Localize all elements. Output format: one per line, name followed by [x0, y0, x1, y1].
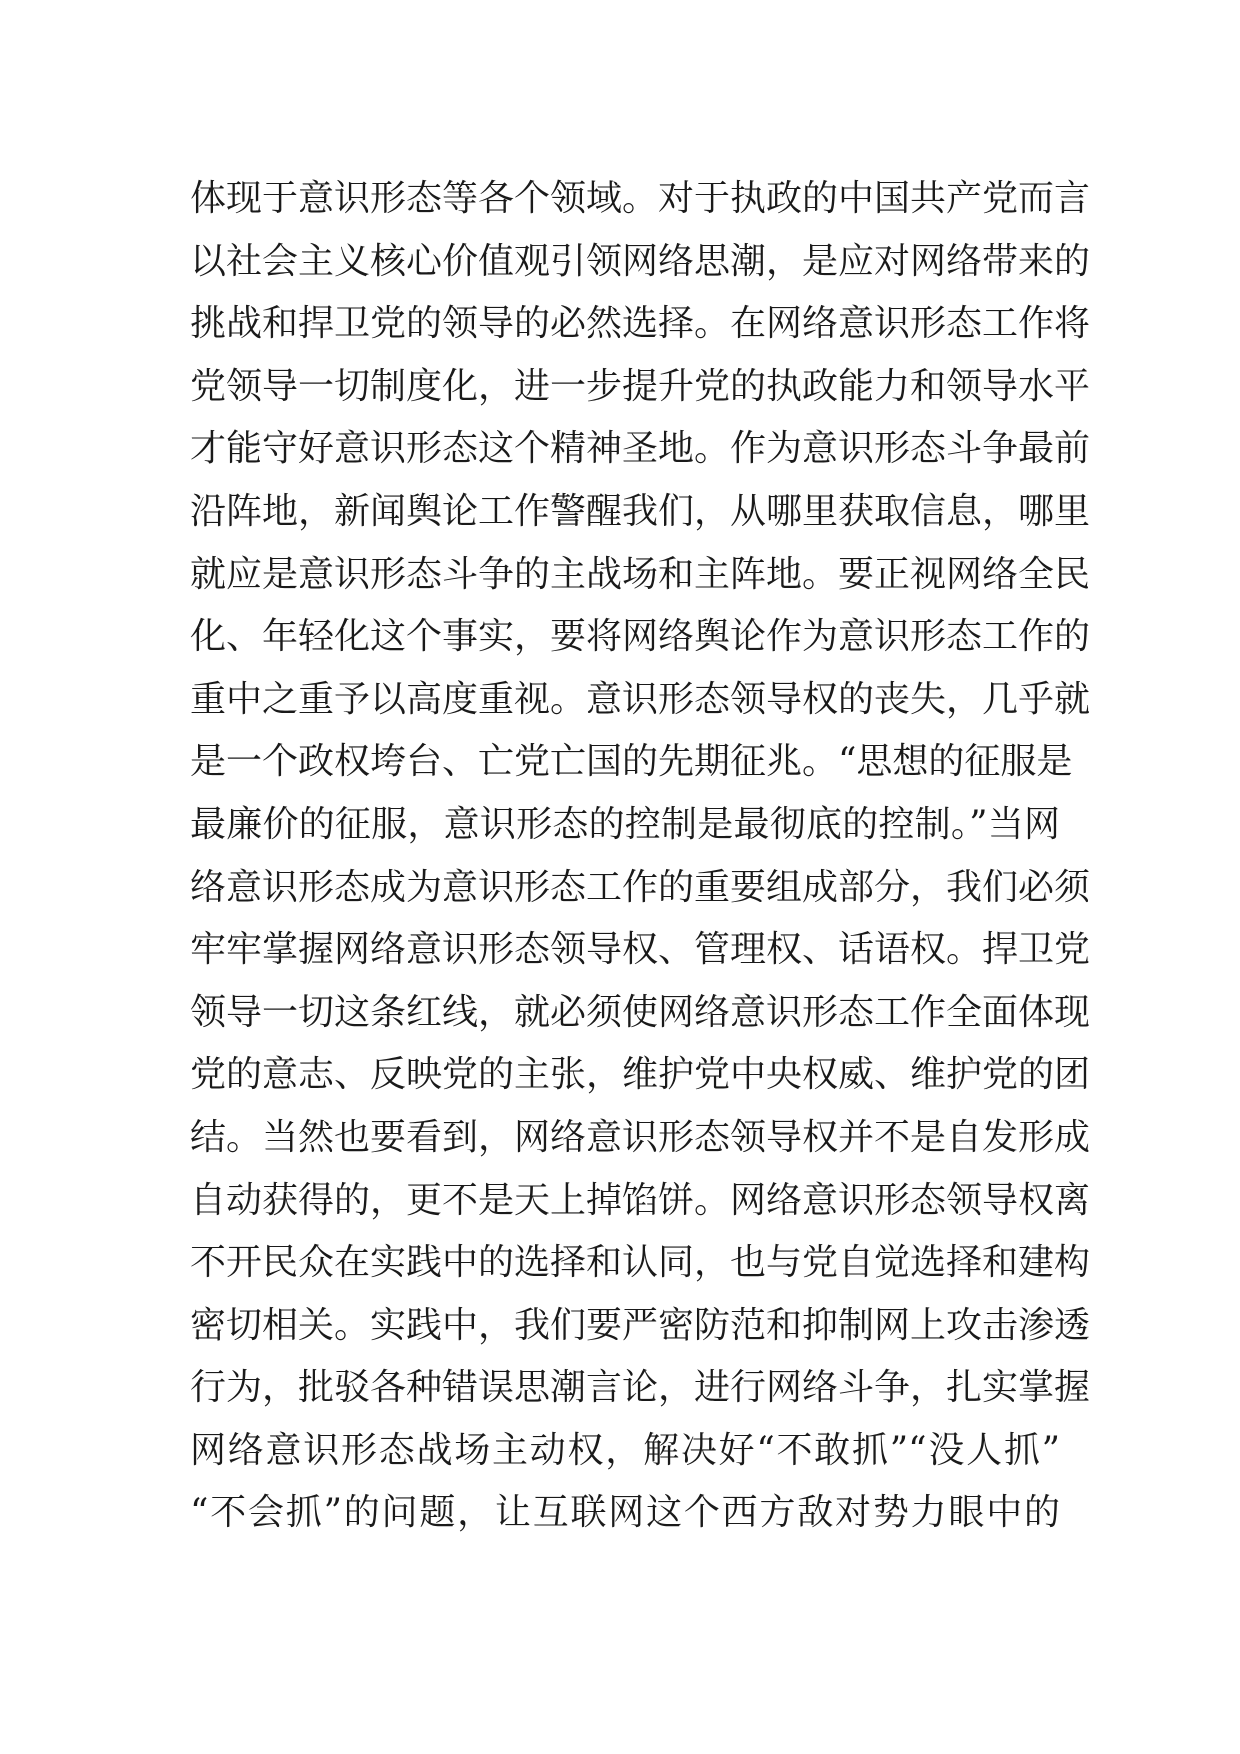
text-line: “不会抓”的问题，让互联网这个西方敌对势力眼中的 [190, 1492, 1060, 1534]
text-line: 牢牢掌握网络意识形态领导权、管理权、话语权。捍卫党 [190, 929, 1091, 971]
text-line: 密切相关。实践中，我们要严密防范和抑制网上攻击渗透 [190, 1304, 1091, 1346]
text-line: 行为，批驳各种错误思潮言论，进行网络斗争，扎实掌握 [190, 1367, 1091, 1409]
text-line: 重中之重予以高度重视。意识形态领导权的丧失，几乎就 [190, 678, 1091, 720]
text-line: 是一个政权垮台、亡党亡国的先期征兆。“思想的征服是 [190, 741, 1073, 783]
text-line: 以社会主义核心价值观引领网络思潮，是应对网络带来的 [190, 240, 1091, 282]
text-line: 沿阵地，新闻舆论工作警醒我们，从哪里获取信息，哪里 [190, 490, 1091, 532]
text-line: 挑战和捍卫党的领导的必然选择。在网络意识形态工作将 [190, 303, 1091, 345]
text-line: 体现于意识形态等各个领域。对于执政的中国共产党而言 [190, 178, 1091, 219]
body-paragraph [190, 168, 1091, 1545]
text-line: 结。当然也要看到，网络意识形态领导权并不是自发形成 [190, 1116, 1091, 1158]
text-line: 才能守好意识形态这个精神圣地。作为意识形态斗争最前 [190, 428, 1091, 470]
text-line: 不开民众在实践中的选择和认同，也与党自觉选择和建构 [190, 1242, 1091, 1284]
text-line: 自动获得的，更不是天上掉馅饼。网络意识形态领导权离 [190, 1179, 1091, 1221]
text-line: 领导一切这条红线，就必须使网络意识形态工作全面体现 [190, 991, 1091, 1033]
text-line: 络意识形态成为意识形态工作的重要组成部分，我们必须 [190, 866, 1091, 908]
text-line: 化、年轻化这个事实，要将网络舆论作为意识形态工作的 [190, 616, 1091, 658]
text-line: 就应是意识形态斗争的主战场和主阵地。要正视网络全民 [190, 553, 1091, 595]
text-line: 党领导一切制度化，进一步提升党的执政能力和领导水平 [190, 365, 1091, 407]
text-line: 最廉价的征服，意识形态的控制是最彻底的控制。”当网 [190, 803, 1060, 845]
text-line: 党的意志、反映党的主张，维护党中央权威、维护党的团 [190, 1054, 1091, 1096]
text-line: 网络意识形态战场主动权，解决好“不敢抓”“没人抓” [190, 1429, 1060, 1471]
